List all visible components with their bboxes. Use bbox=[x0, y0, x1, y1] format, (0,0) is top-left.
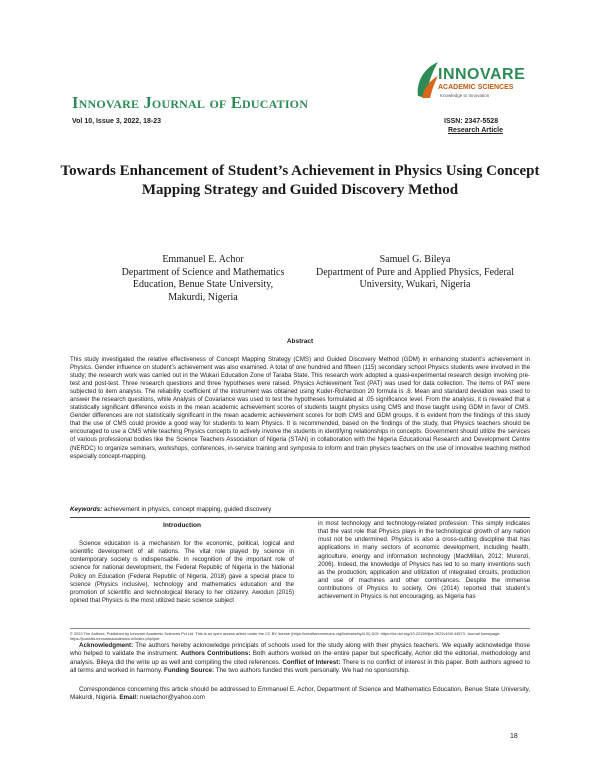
article-type: Research Article bbox=[448, 127, 503, 134]
footnote-divider bbox=[70, 628, 530, 629]
license-note: © 2022 The Authors. Published by Innovare Academic Sciences Pvt Ltd. This is an open access article under the CC BY license (https://creativecommons.org/licenses/by/4.0/) DOI: https://dx.doi.org/10.22159/ijoe.2022v10i3.44573. Journal homepage: https://journals.innovareacademics.in/index.php/ijoe. bbox=[70, 631, 501, 641]
abstract-text: This study investigated the relative effectiveness of Concept Mapping Strategy (CMS) and Guided Discovery Method (GDM) in enhancing student’s achievement in Physics. Gender influence on student’s achievement was also examined. A total of one hundred and fifteen (115) secondary school Physics students were involved in the study; the research work was carried out in the Wukari Education Zone of Taraba State. This research work adopted a quasi-experimental research design involving pre-test and post-test. Three research questions and three hypotheses were raised. Physics Achievement Test (PAT) was used for data collection. The items of PAT were subjected to item analysis. The reliability coefficient of the instrument was obtained using Kuder-Richardson 20 formula is .8. Mean and standard deviation was used to answer the research questions, while Analysis of Covariance was used to test the hypotheses formulated at .05 significance level. From the analysis, it is revealed that a statistically significant difference exists in the mean academic achievement scores of students taught physics using CMS and those taught using GDM in favor of CMS. Gender differences are not statistically significant in the mean academic achievement scores for both CMS and GDM groups. It is evident from the findings of this study that the use of CMS could provide a good way for students to learn Physics. It is recommended, based on the findings of the study, that Physics teachers should be encouraged to use a CMS while teaching Physics concepts to actively involve the students in identifying relationships in concepts. Government should utilize the services of various professional bodies like the Science Teachers Association of Nigeria (STAN) in collaboration with the Nigeria Educational Research and Development Centre (NERDC) to organize seminars, workshops, conferences, in-service training and symposia to inform and train physics teachers on the use of innovative teaching method especially concept-mapping. bbox=[70, 356, 530, 460]
journal-logo bbox=[414, 58, 554, 104]
email-label: Email: bbox=[119, 694, 139, 702]
author-affiliation: Department of Science and Mathematics Education, Benue State University, Makurdi, Nigeria bbox=[121, 266, 285, 303]
ack-text: The authors hereby acknowledge principals of schools used for the study along with their physics teachers. We equally acknowledge those who helped to validate the instrument. bbox=[70, 642, 530, 658]
paper-title: Towards Enhancement of Student’s Achievement in Physics Using Concept Mapping Strategy and Guided Discovery Method bbox=[60, 163, 540, 198]
abstract-heading: Abstract bbox=[286, 338, 314, 345]
introduction-right-column: in most technology and technology-related profession. This simply indicates that the vast role that Physics plays in the technological growth of any nation must not be undermined. Physics is also a cross-cutting discipline that has applications in many sectors of economic development, including health, agriculture, energy and information technology (MacMillan, 2012; Murenzi, 2006). Indeed, the knowledge of Physics has led to so many inventions such as the production, application and utilization of integrated circuits, production and use of machines and other contrivances. Despite the immense contributions of Physics to society, Oni (2014) reported that student’s achievement in Physics is not encouraging, as Nigeria has bbox=[318, 520, 530, 601]
conflict-text: There is no conflict of interest in this paper. Both authors agreed to all terms and worked in harmony. bbox=[70, 658, 530, 674]
logo-leaf-icon bbox=[414, 60, 440, 100]
acknowledgment-block bbox=[70, 642, 530, 675]
funding-label: Funding Source: bbox=[164, 666, 215, 674]
volume-info: Vol 10, Issue 3, 2022, 18-23 bbox=[72, 118, 161, 125]
email-link[interactable]: nuelachor@yahoo.com bbox=[138, 694, 205, 702]
logo-tagline: Knowledge to Innovation bbox=[440, 93, 490, 98]
correspondence-text: Correspondence concerning this article should be addressed to Emmanuel E. Achor, Department of Science and Mathematics Education, Benue State University, Makurdi, Nigeria. bbox=[70, 686, 530, 702]
author-2 bbox=[310, 254, 520, 292]
journal-title: Innovare Journal of Education bbox=[72, 93, 309, 112]
introduction-left-column: Science education is a mechanism for the economic, political, logical and scientific development of all nations. The vital role played by science in contemporary society is indispensable. In recognition of the important role of science for national development, the Federal Republic of Nigeria in the National Policy on Education (Federal Republic of Nigeria, 2018) gave a special place to science (Physics inclusive), technology and mathematics education and the promotion of scientific and technological literacy to her citizenry. Awodun (2015) opined that Physics is the most utilized basic science subject bbox=[70, 540, 294, 605]
ack-label: Acknowledgment: bbox=[79, 642, 134, 649]
author-name: Samuel G. Bileya bbox=[379, 254, 451, 265]
logo-subtitle: ACADEMIC SCIENCES bbox=[438, 84, 514, 91]
author-affiliation: Department of Pure and Applied Physics, Federal University, Wukari, Nigeria bbox=[315, 266, 514, 290]
introduction-heading: Introduction bbox=[163, 522, 201, 529]
logo-name: INNOVARE bbox=[438, 66, 526, 83]
keywords bbox=[70, 506, 530, 513]
contrib-label: Authors Contributions: bbox=[180, 650, 251, 658]
author-1 bbox=[118, 254, 288, 304]
correspondence-block bbox=[70, 686, 530, 703]
conflict-label: Conflict of Interest: bbox=[282, 658, 341, 666]
keywords-text: achievement in physics, concept mapping, guided discovery bbox=[102, 506, 272, 513]
keywords-label: Keywords: bbox=[70, 506, 103, 513]
page-number: 18 bbox=[510, 733, 518, 740]
author-name: Emmanuel E. Achor bbox=[162, 254, 244, 265]
contrib-text: Both authors worked on the entire paper but specifically, Achor did the editorial, methodology and analysis. Bileya did the write up as well and compiling the cited references. bbox=[70, 650, 530, 666]
divider bbox=[70, 517, 530, 518]
issn: ISSN: 2347-5528 bbox=[444, 118, 499, 125]
funding-text: The two authors funded this work personally. We had no sponsorship. bbox=[214, 666, 410, 674]
